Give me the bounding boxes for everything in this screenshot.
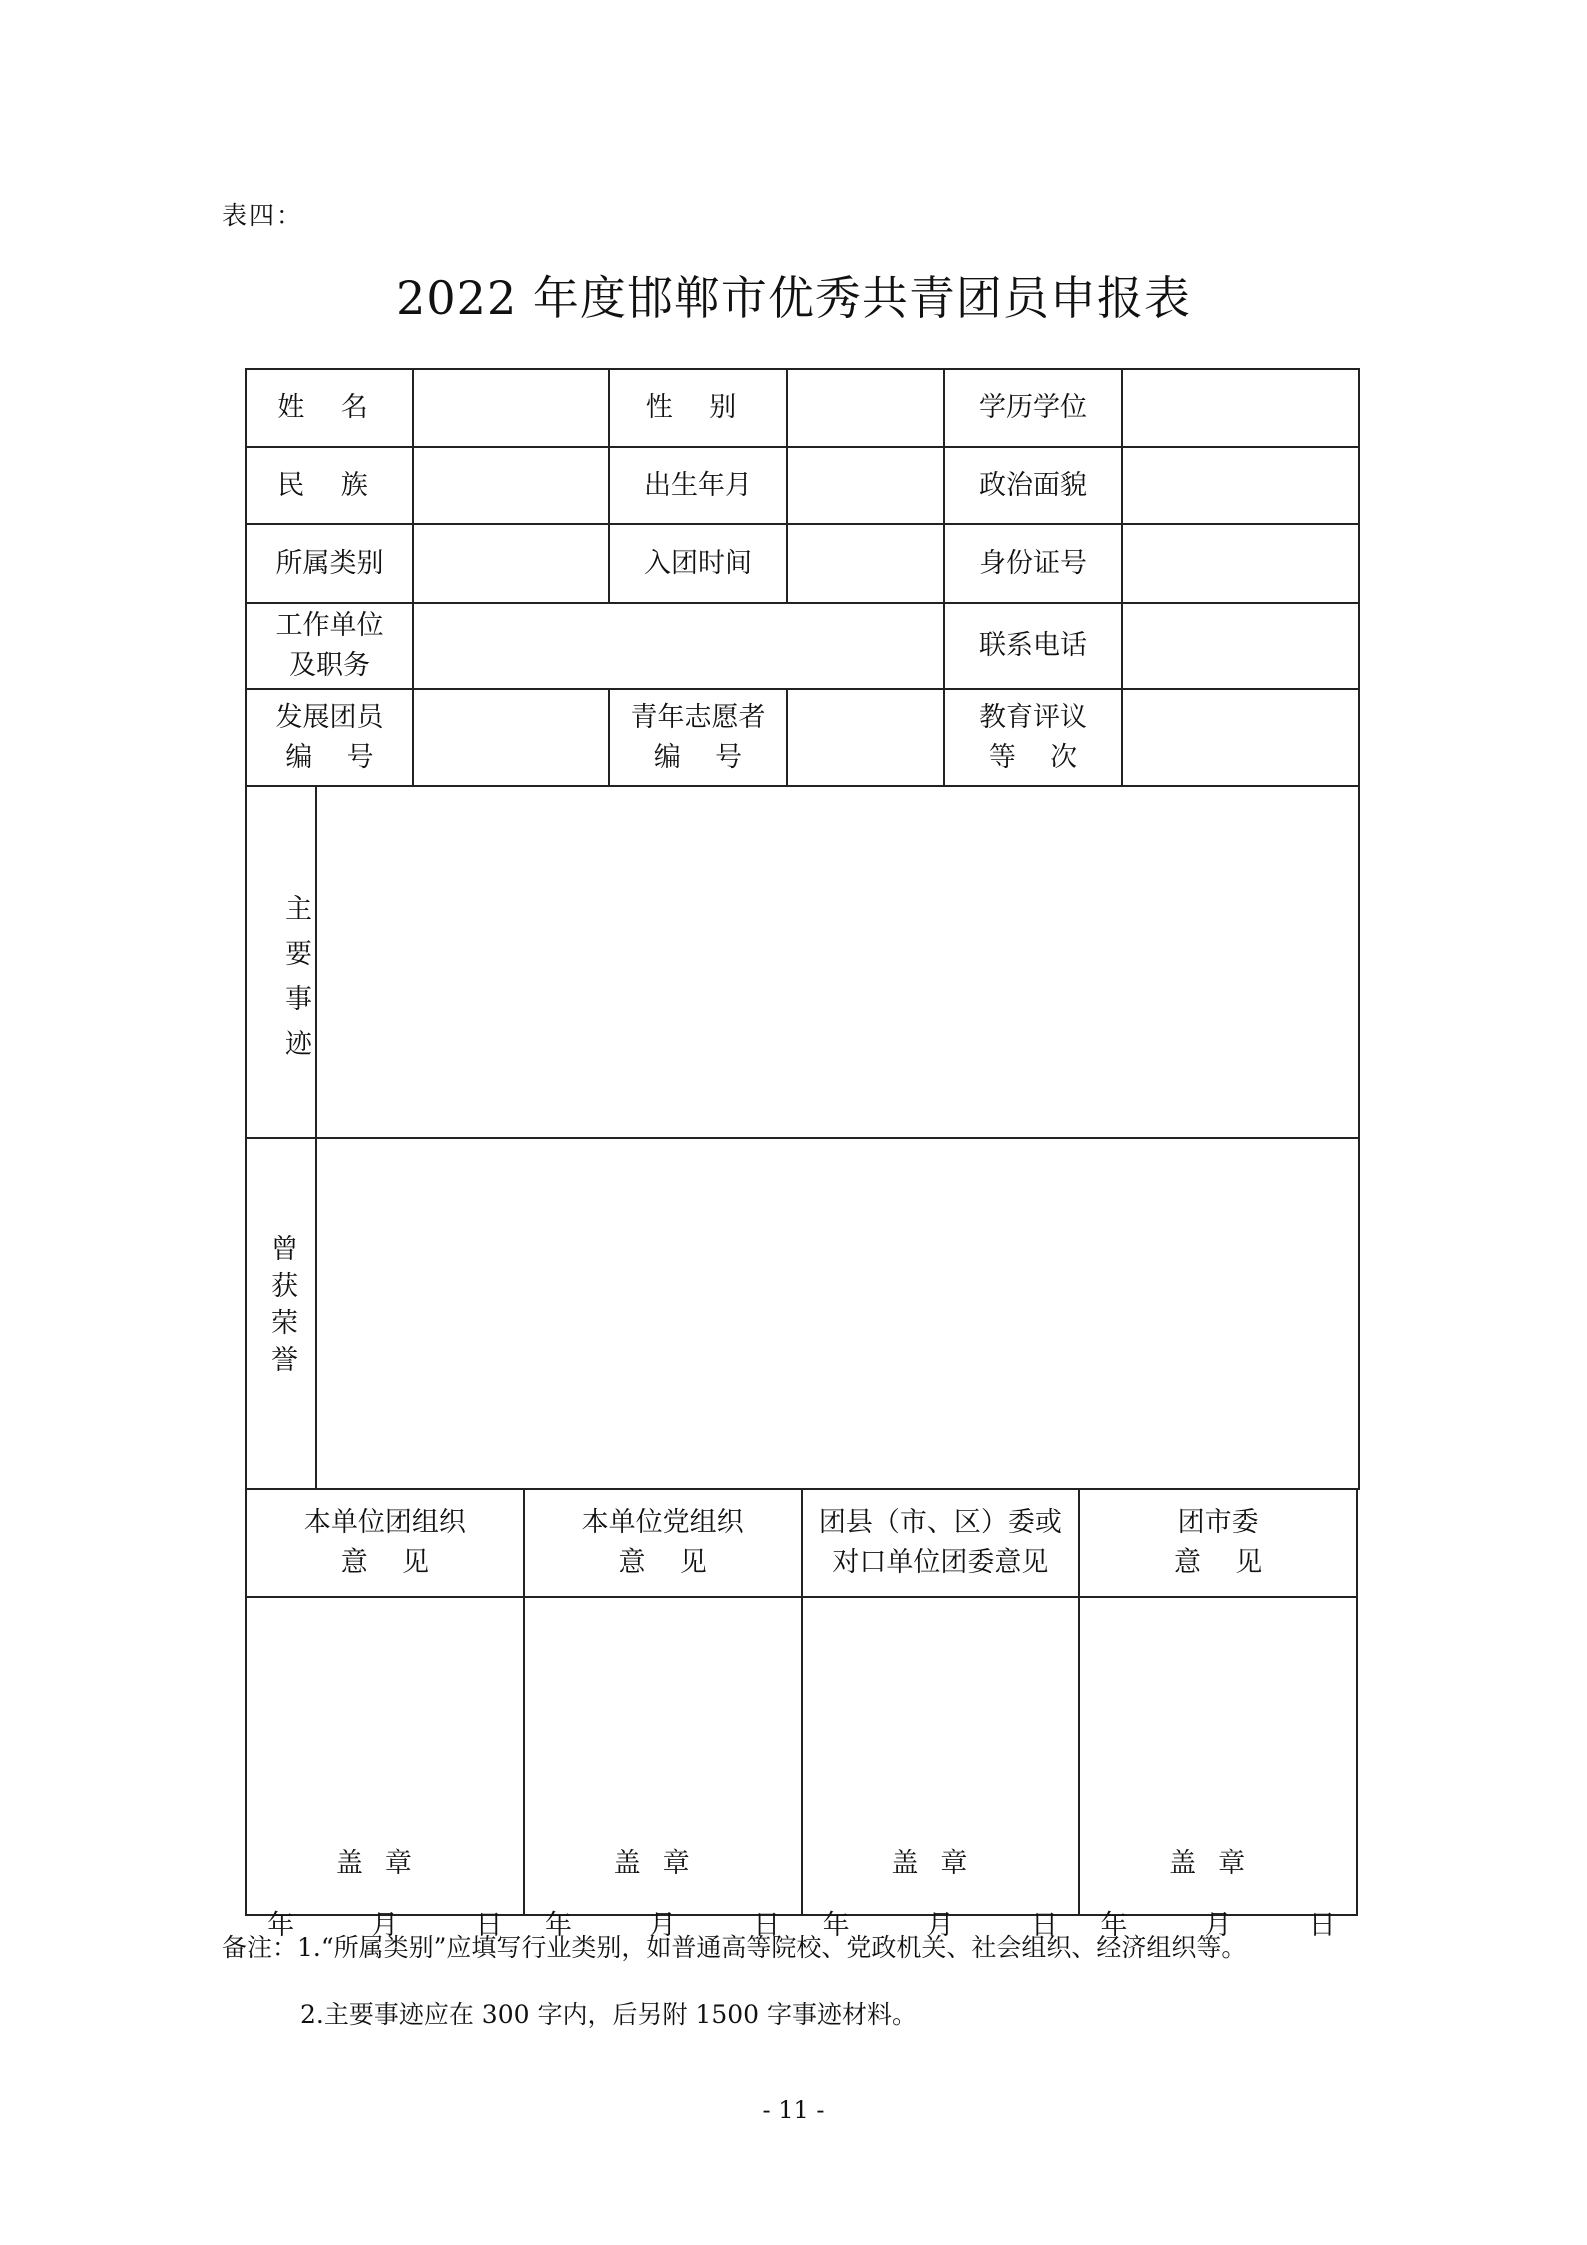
label-volunteer-no-line2: 编 号 [653, 741, 743, 773]
input-member-no[interactable] [413, 689, 609, 786]
opinion-box-city[interactable] [1079, 1597, 1357, 1941]
opinion-header-county [802, 1489, 1080, 1597]
input-id-number[interactable] [1122, 524, 1359, 603]
input-category[interactable] [413, 524, 609, 603]
label-ethnicity: 民 族 [246, 447, 413, 524]
opinion-header-line2: 意 见 [340, 1547, 430, 1578]
input-honors[interactable] [316, 1138, 1359, 1489]
label-work-unit-line1: 工作单位 [275, 610, 384, 641]
opinion-header-line1: 本单位党组织 [581, 1507, 744, 1538]
input-phone[interactable] [1122, 603, 1359, 689]
date-label: 年 月 日 [544, 1910, 781, 1941]
input-work-unit[interactable] [413, 603, 944, 689]
label-member-no-line2: 编 号 [285, 741, 374, 773]
note-2: 2.主要事迹应在 300 字内，后另附 1500 字事迹材料。 [300, 2000, 917, 2029]
label-evaluation-line1: 教育评议 [979, 701, 1087, 733]
label-work-unit-line2: 及职务 [289, 650, 370, 681]
input-name[interactable] [413, 369, 609, 447]
label-political: 政治面貌 [944, 447, 1122, 524]
seal-label: 盖章 [613, 1848, 712, 1879]
opinion-header-line1: 团市委 [1177, 1507, 1259, 1538]
label-member-no [246, 689, 413, 786]
seal-label: 盖章 [891, 1848, 990, 1879]
opinion-box-youth-league[interactable] [246, 1597, 524, 1941]
date-label: 年 月 日 [822, 1910, 1059, 1941]
opinion-header-line2: 意 见 [618, 1547, 707, 1578]
label-gender: 性 别 [609, 369, 787, 447]
opinion-header-line2: 意 见 [1173, 1547, 1263, 1578]
label-birth: 出生年月 [609, 447, 787, 524]
opinion-box-county[interactable] [802, 1597, 1080, 1941]
label-degree: 学历学位 [944, 369, 1122, 447]
input-evaluation[interactable] [1122, 689, 1359, 786]
opinion-header-party [524, 1489, 802, 1597]
opinions-table [245, 1488, 1358, 1941]
date-label: 年 月 日 [267, 1910, 503, 1941]
input-birth[interactable] [787, 447, 944, 524]
input-political[interactable] [1122, 447, 1359, 524]
input-volunteer-no[interactable] [787, 689, 944, 786]
seal-label: 盖章 [1169, 1848, 1268, 1879]
label-honors-cell [246, 1138, 316, 1489]
opinion-header-youth-league [246, 1489, 524, 1597]
input-join-date[interactable] [787, 524, 944, 603]
note-1: 备注：1.“所属类别”应填写行业类别，如普通高等院校、党政机关、社会组织、经济组织等。 [222, 1933, 1247, 1962]
label-id-number: 身份证号 [944, 524, 1122, 603]
label-name: 姓 名 [246, 369, 413, 447]
date-label: 年 月 日 [1100, 1910, 1336, 1941]
application-form-table [245, 368, 1360, 1490]
opinion-header-city [1079, 1489, 1357, 1597]
input-gender[interactable] [787, 369, 944, 447]
label-evaluation-line2: 等 次 [988, 741, 1078, 773]
label-volunteer-no-line1: 青年志愿者 [630, 701, 766, 733]
opinion-header-line1: 团县（市、区）委或 [818, 1507, 1062, 1538]
page-title: 2022 年度邯郸市优秀共青团员申报表 [396, 271, 1191, 325]
label-join-date: 入团时间 [609, 524, 787, 603]
table-label: 表四： [222, 201, 304, 230]
label-category: 所属类别 [246, 524, 413, 603]
opinion-header-line1: 本单位团组织 [303, 1507, 466, 1538]
label-honors: 曾获荣誉 [266, 1233, 297, 1382]
label-main-deeds: 主要事迹 [246, 786, 316, 1138]
label-volunteer-no [609, 689, 787, 786]
opinion-box-party[interactable] [524, 1597, 802, 1941]
input-degree[interactable] [1122, 369, 1359, 447]
page-number: - 11 - [762, 2096, 825, 2124]
label-evaluation [944, 689, 1122, 786]
label-phone: 联系电话 [944, 603, 1122, 689]
opinion-header-line2: 对口单位团委意见 [832, 1547, 1049, 1578]
label-member-no-line1: 发展团员 [275, 701, 384, 733]
seal-label: 盖章 [335, 1848, 434, 1879]
input-ethnicity[interactable] [413, 447, 609, 524]
input-main-deeds[interactable] [316, 786, 1359, 1138]
label-work-unit [246, 603, 413, 689]
